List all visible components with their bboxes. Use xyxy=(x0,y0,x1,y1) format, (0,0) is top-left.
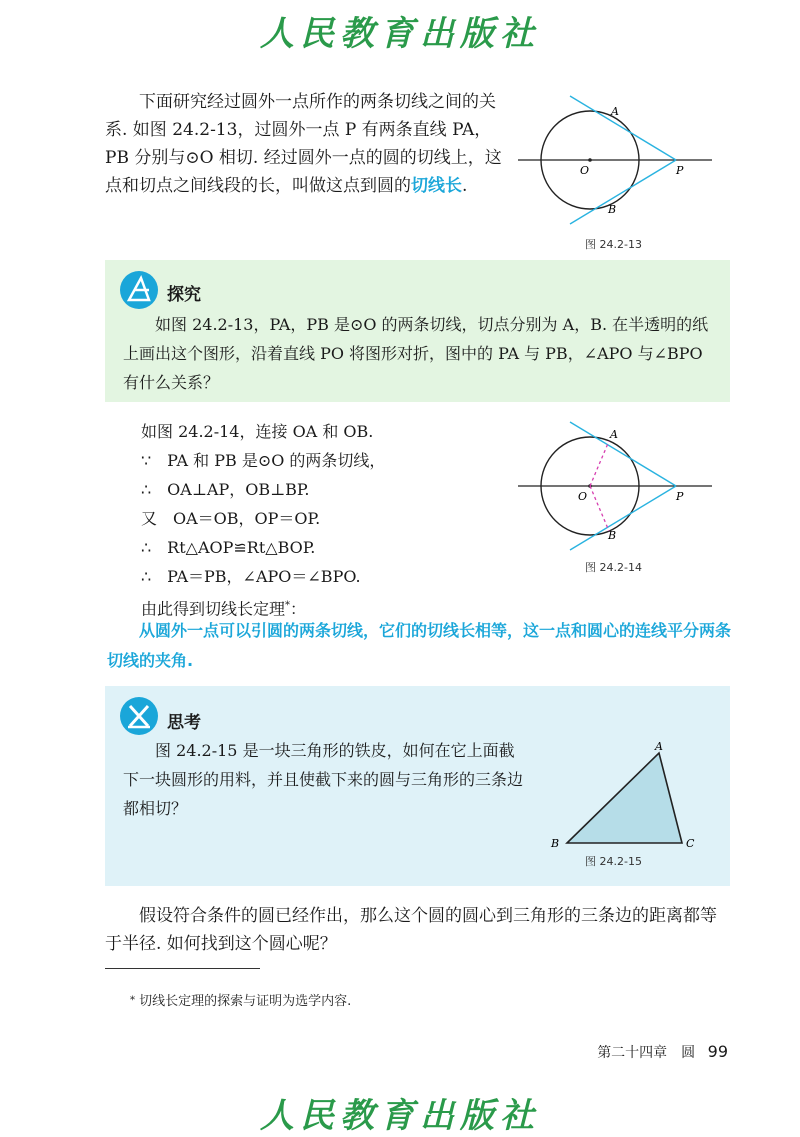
figure-24-2-15 xyxy=(545,738,705,848)
fig15-label-c: C xyxy=(686,837,695,848)
chapter-title: 第二十四章 圆 xyxy=(597,1045,696,1061)
publisher-footer: 人民教育出版社 xyxy=(260,1096,540,1136)
figure-24-2-14 xyxy=(510,418,720,553)
proof-line-2: ∵ PA 和 PB 是⊙O 的两条切线， xyxy=(141,451,386,470)
proof-line-1: 如图 24.2-14，连接 OA 和 OB. xyxy=(141,422,374,441)
figure-15-caption: 图 24.2-15 xyxy=(585,855,642,868)
fig13-label-a: A xyxy=(611,105,619,118)
fig15-label-a: A xyxy=(655,740,663,753)
fig13-label-p: P xyxy=(676,164,684,177)
footnote-ref: * xyxy=(285,600,291,611)
intro-end: . xyxy=(462,176,468,196)
intro-text: 下面研究经过圆外一点所作的两条切线之间的关系. 如图 24.2-13，过圆外一点 P 有两条直线 PA，PB 分别与⊙O 相切. 经过圆外一点的圆的切线上，这点和切点之间线段的长，叫做这点到圆的 xyxy=(105,92,502,196)
think-icon xyxy=(119,696,159,736)
tangent-length-theorem: 从圆外一点可以引圆的两条切线，它们的切线长相等，这一点和圆心的连线平分两条切线的夹角. xyxy=(107,621,732,670)
footnote-text: 切线长定理的探索与证明为选学内容. xyxy=(139,994,352,1009)
closing-paragraph: 假设符合条件的圆已经作出，那么这个圆的圆心到三角形的三条边的距离都等于半径. 如何找到这个圆心呢？ xyxy=(105,906,717,954)
footnote xyxy=(130,990,351,1009)
proof-line-3: ∴ OA⊥AP，OB⊥BP. xyxy=(141,480,310,499)
fig14-label-b: B xyxy=(608,529,617,542)
proof-block xyxy=(141,417,385,623)
intro-paragraph xyxy=(105,88,505,200)
explore-icon xyxy=(119,270,159,310)
fig14-label-a: A xyxy=(610,428,618,441)
fig13-label-o: O xyxy=(580,164,590,177)
footnote-mark: * xyxy=(130,995,135,1006)
fig14-label-o: O xyxy=(578,490,588,503)
publisher-header: 人民教育出版社 xyxy=(260,14,540,54)
explore-box xyxy=(105,260,730,402)
fig14-label-p: P xyxy=(676,490,684,503)
think-text: 图 24.2-15 是一块三角形的铁皮，如何在它上面截下一块圆形的用料，并且使截下来的圆与三角形的三条边都相切？ xyxy=(123,741,524,818)
figure-13-caption: 图 24.2-13 xyxy=(585,238,642,251)
think-title: 思考 xyxy=(167,713,201,733)
explore-text: 如图 24.2-13，PA，PB 是⊙O 的两条切线，切点分别为 A，B. 在半透明的纸上画出这个图形，沿着直线 PO 将图形对折，图中的 PA 与 PB，∠APO 与∠BPO 有什么关系？ xyxy=(123,315,709,392)
fig13-label-b: B xyxy=(608,203,617,216)
fig15-label-b: B xyxy=(551,837,560,848)
figure-24-2-13 xyxy=(510,92,720,227)
explore-title: 探究 xyxy=(167,285,201,305)
conclusion-colon: ： xyxy=(290,599,307,619)
page-number: 99 xyxy=(707,1042,728,1061)
think-box xyxy=(105,686,730,886)
chapter-footer xyxy=(597,1042,728,1062)
proof-line-6: ∴ PA＝PB，∠APO＝∠BPO. xyxy=(141,567,361,586)
proof-line-5: ∴ Rt△AOP≌Rt△BOP. xyxy=(141,538,316,557)
term-tangent-length: 切线长 xyxy=(411,176,462,196)
proof-line-4: 又 OA＝OB，OP＝OP. xyxy=(141,509,321,528)
footnote-divider xyxy=(105,968,260,969)
conclusion-text: 由此得到切线长定理 xyxy=(141,599,286,619)
figure-14-caption: 图 24.2-14 xyxy=(585,561,642,574)
